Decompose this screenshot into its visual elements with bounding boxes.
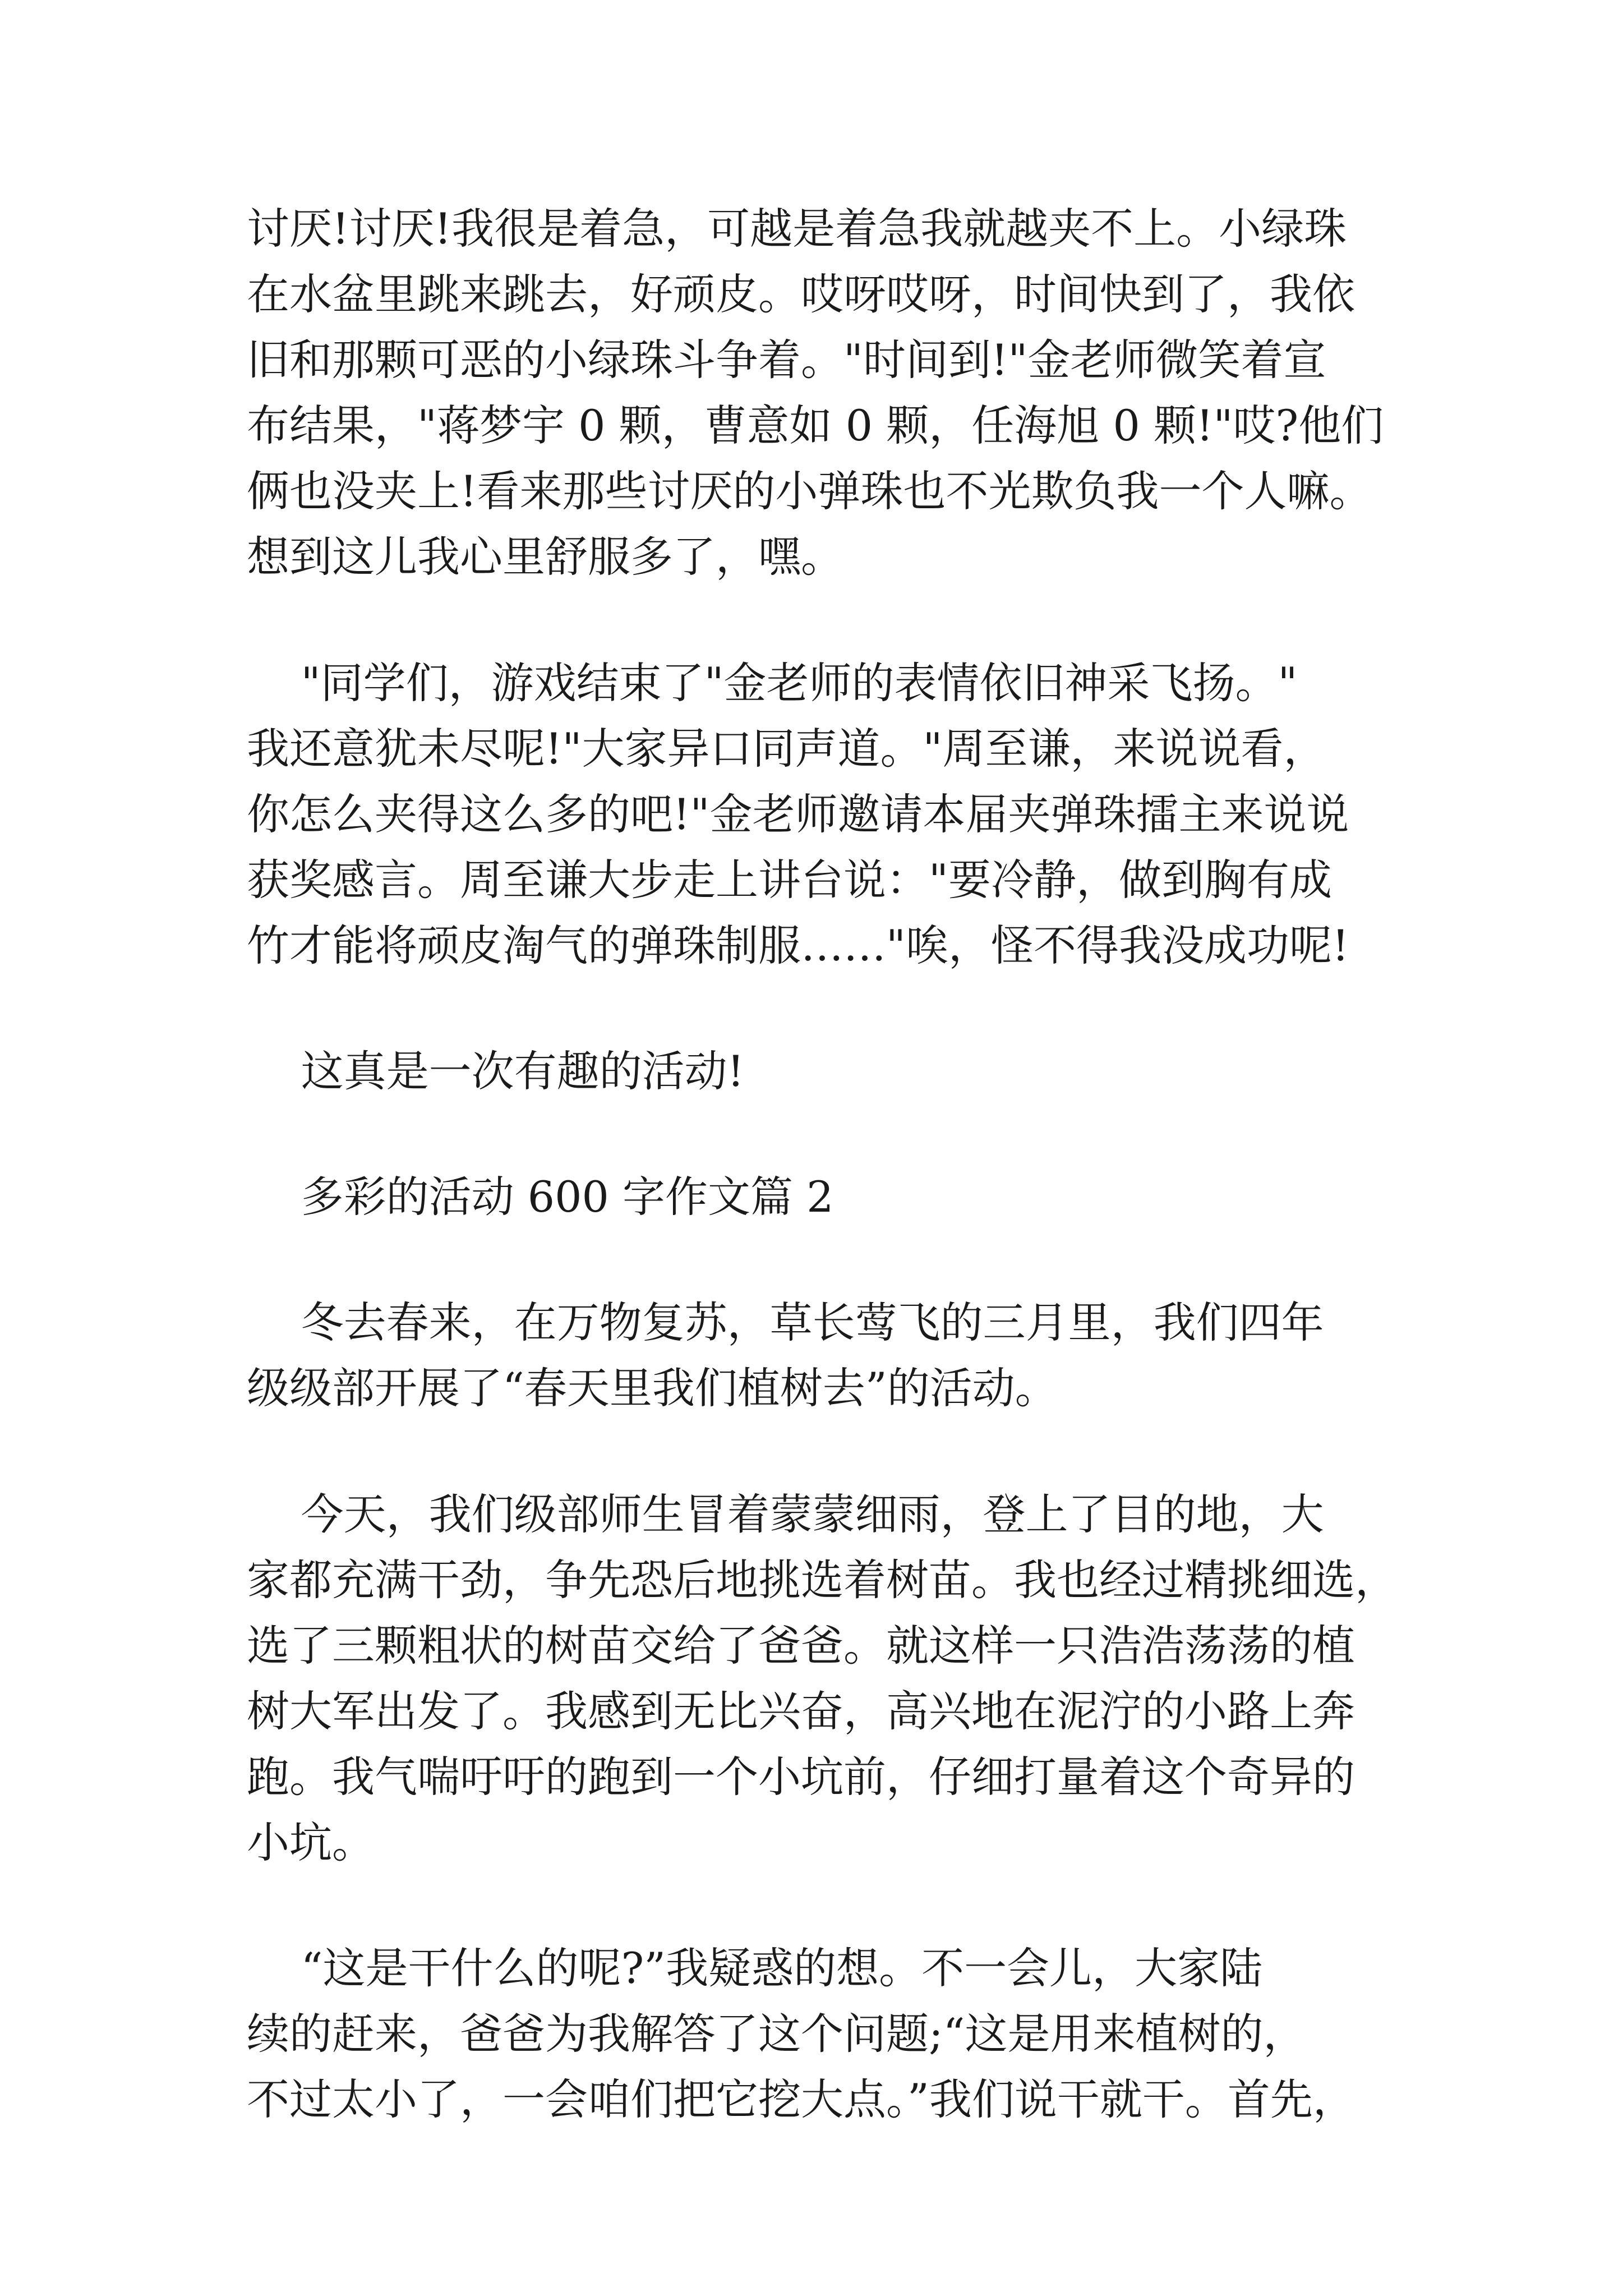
text-line: “这是干什么的呢?”我疑惑的想。不一会儿，大家陆 xyxy=(247,1943,1263,1993)
text-line: 竹才能将顽皮淘气的弹珠制服……"唉，怪不得我没成功呢! xyxy=(247,921,1349,970)
text-line: 冬去春来，在万物复苏，草长莺飞的三月里，我们四年 xyxy=(247,1297,1324,1347)
text-line: 选了三颗粗状的树苗交给了爸爸。就这样一只浩浩荡荡的植 xyxy=(247,1621,1355,1671)
text-line: 我还意犹未尽呢!"大家异口同声道。"周至谦，来说说看， xyxy=(247,724,1326,774)
text-line: 小坑。 xyxy=(247,1818,375,1867)
text-line: 续的赶来，爸爸为我解答了这个问题;“这是用来植树的， xyxy=(247,2009,1306,2059)
text-line: 跑。我气喘吁吁的跑到一个小坑前，仔细打量着这个奇异的 xyxy=(247,1752,1355,1802)
text-line: 级级部开展了“春天里我们植树去”的活动。 xyxy=(247,1363,1058,1413)
text-line: 不过太小了，一会咱们把它挖大点。”我们说干就干。首先， xyxy=(247,2074,1355,2124)
text-line: 在水盆里跳来跳去，好顽皮。哎呀哎呀，时间快到了，我依 xyxy=(247,269,1355,319)
text-line: "同学们，游戏结束了"金老师的表情依旧神采飞扬。" xyxy=(247,658,1298,708)
text-line: 旧和那颗可恶的小绿珠斗争着。"时间到!"金老师微笑着宣 xyxy=(247,335,1326,385)
text-line: 这真是一次有趣的活动! xyxy=(247,1046,745,1096)
text-line: 获奖感言。周至谦大步走上讲台说："要冷静，做到胸有成 xyxy=(247,855,1332,905)
text-line: 今天，我们级部师生冒着蒙蒙细雨，登上了目的地，大 xyxy=(247,1489,1324,1539)
text-line: 家都充满干劲，争先恐后地挑选着树苗。我也经过精挑细选， xyxy=(247,1555,1398,1605)
text-line: 树大军出发了。我感到无比兴奋，高兴地在泥泞的小路上奔 xyxy=(247,1686,1355,1736)
text-line: 想到这儿我心里舒服多了，嘿。 xyxy=(247,532,843,582)
text-line: 讨厌!讨厌!我很是着急，可越是着急我就越夹不上。小绿珠 xyxy=(247,204,1347,254)
text-line: 布结果，"蒋梦宇 0 颗，曹意如 0 颗，任海旭 0 颗!"哎?他们 xyxy=(247,401,1384,450)
text-line: 多彩的活动 600 字作文篇 2 xyxy=(247,1172,834,1222)
text-line: 你怎么夹得这么多的吧!"金老师邀请本届夹弹珠擂主来说说 xyxy=(247,789,1349,839)
text-line: 俩也没夹上!看来那些讨厌的小弹珠也不光欺负我一个人嘛。 xyxy=(247,466,1372,516)
